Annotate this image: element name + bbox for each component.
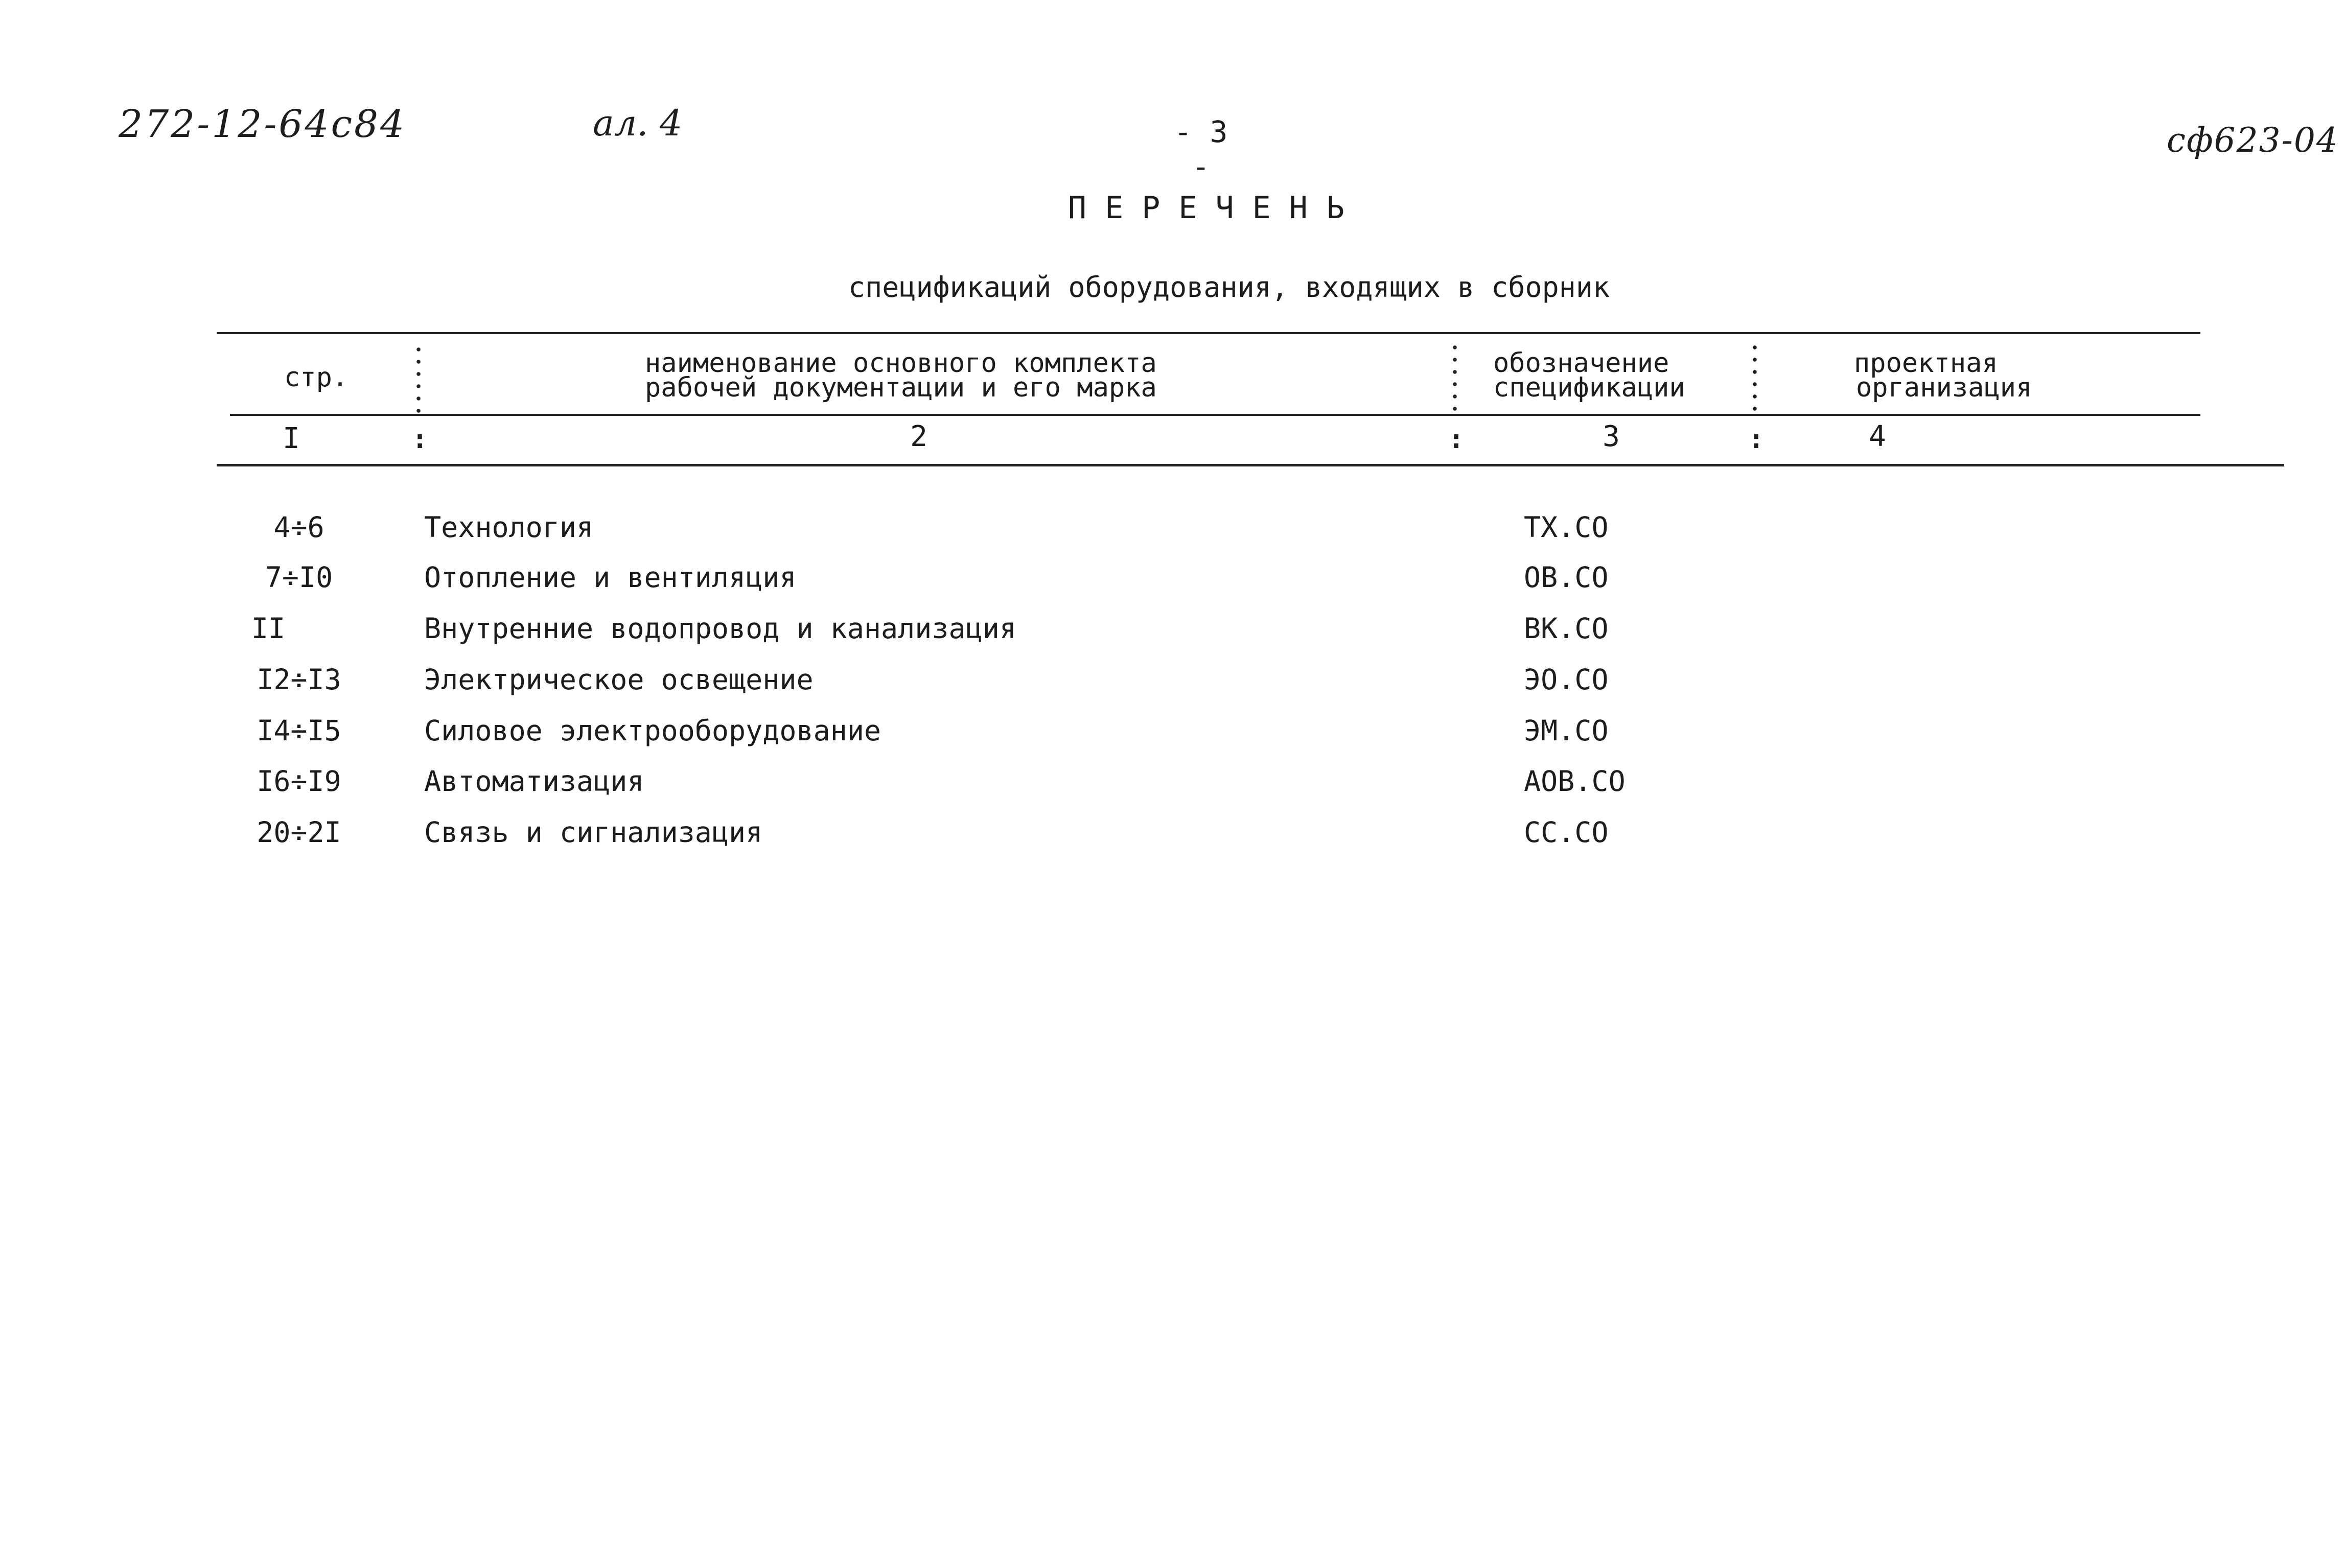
- page-subtitle: спецификаций оборудования, входящих в сборник: [848, 271, 1610, 303]
- row-document-name: Автоматизация: [424, 765, 644, 798]
- table-row: [0, 612, 2345, 663]
- row-spec-code: ЭМ.СО: [1524, 714, 1609, 747]
- row-spec-code: АОВ.СО: [1524, 765, 1626, 798]
- handwritten-archive-code: сф623-04: [2167, 121, 2339, 160]
- column-number-separator-1: :: [412, 424, 428, 455]
- page-title: ПЕРЕЧЕНЬ: [1068, 190, 1363, 226]
- table-row: [0, 765, 2345, 816]
- column-number-4: 4: [1869, 420, 1886, 453]
- table-row: [0, 714, 2345, 765]
- header-org-line1: проектная: [1854, 348, 1998, 379]
- header-separator-1: [416, 343, 421, 414]
- column-number-1: I: [283, 422, 300, 455]
- header-name-line1: наименование основного комплекта: [645, 348, 1157, 379]
- header-separator-3: [1753, 341, 1757, 414]
- table-header-rule: [230, 414, 2200, 416]
- handwritten-doc-code: 272-12-64с84: [119, 102, 407, 146]
- row-spec-code: ВК.СО: [1524, 612, 1609, 645]
- row-page-range: 7÷I0: [265, 561, 333, 594]
- row-page-range: 4÷6: [273, 511, 324, 544]
- row-spec-code: ТХ.СО: [1524, 511, 1609, 544]
- header-name-line2: рабочей документации и его марка: [645, 372, 1157, 403]
- row-page-range: II: [251, 612, 286, 645]
- table-row: [0, 816, 2345, 867]
- header-page: стр.: [284, 362, 349, 393]
- header-org-line2: организация: [1856, 372, 2032, 403]
- table-row: [0, 561, 2345, 612]
- row-spec-code: СС.СО: [1524, 816, 1609, 849]
- header-code-line1: обозначение: [1493, 348, 1669, 379]
- row-document-name: Отопление и вентиляция: [424, 561, 797, 594]
- row-document-name: Связь и сигнализация: [424, 816, 763, 849]
- handwritten-sheet-number: ал. 4: [593, 102, 683, 144]
- row-page-range: I4÷I5: [257, 714, 341, 747]
- column-number-separator-2: :: [1448, 424, 1465, 455]
- row-document-name: Силовое электрооборудование: [424, 714, 881, 747]
- row-spec-code: ОВ.СО: [1524, 561, 1609, 594]
- row-spec-code: ЭО.СО: [1524, 663, 1609, 696]
- column-number-2: 2: [910, 420, 927, 453]
- header-separator-2: [1453, 341, 1457, 414]
- row-page-range: I6÷I9: [257, 765, 341, 798]
- row-page-range: I2÷I3: [257, 663, 341, 696]
- page-number: - 3 -: [1174, 114, 1228, 184]
- row-document-name: Электрическое освещение: [424, 663, 814, 696]
- table-top-rule: [217, 332, 2200, 334]
- table-numbers-rule: [217, 464, 2284, 466]
- row-page-range: 20÷2I: [257, 816, 341, 849]
- column-number-3: 3: [1603, 420, 1620, 453]
- header-code-line2: спецификации: [1493, 372, 1685, 403]
- row-document-name: Внутренние водопровод и канализация: [424, 612, 1016, 645]
- row-document-name: Технология: [424, 511, 594, 544]
- column-number-separator-3: :: [1748, 424, 1764, 455]
- table-row: [0, 663, 2345, 714]
- table-row: [0, 511, 2345, 562]
